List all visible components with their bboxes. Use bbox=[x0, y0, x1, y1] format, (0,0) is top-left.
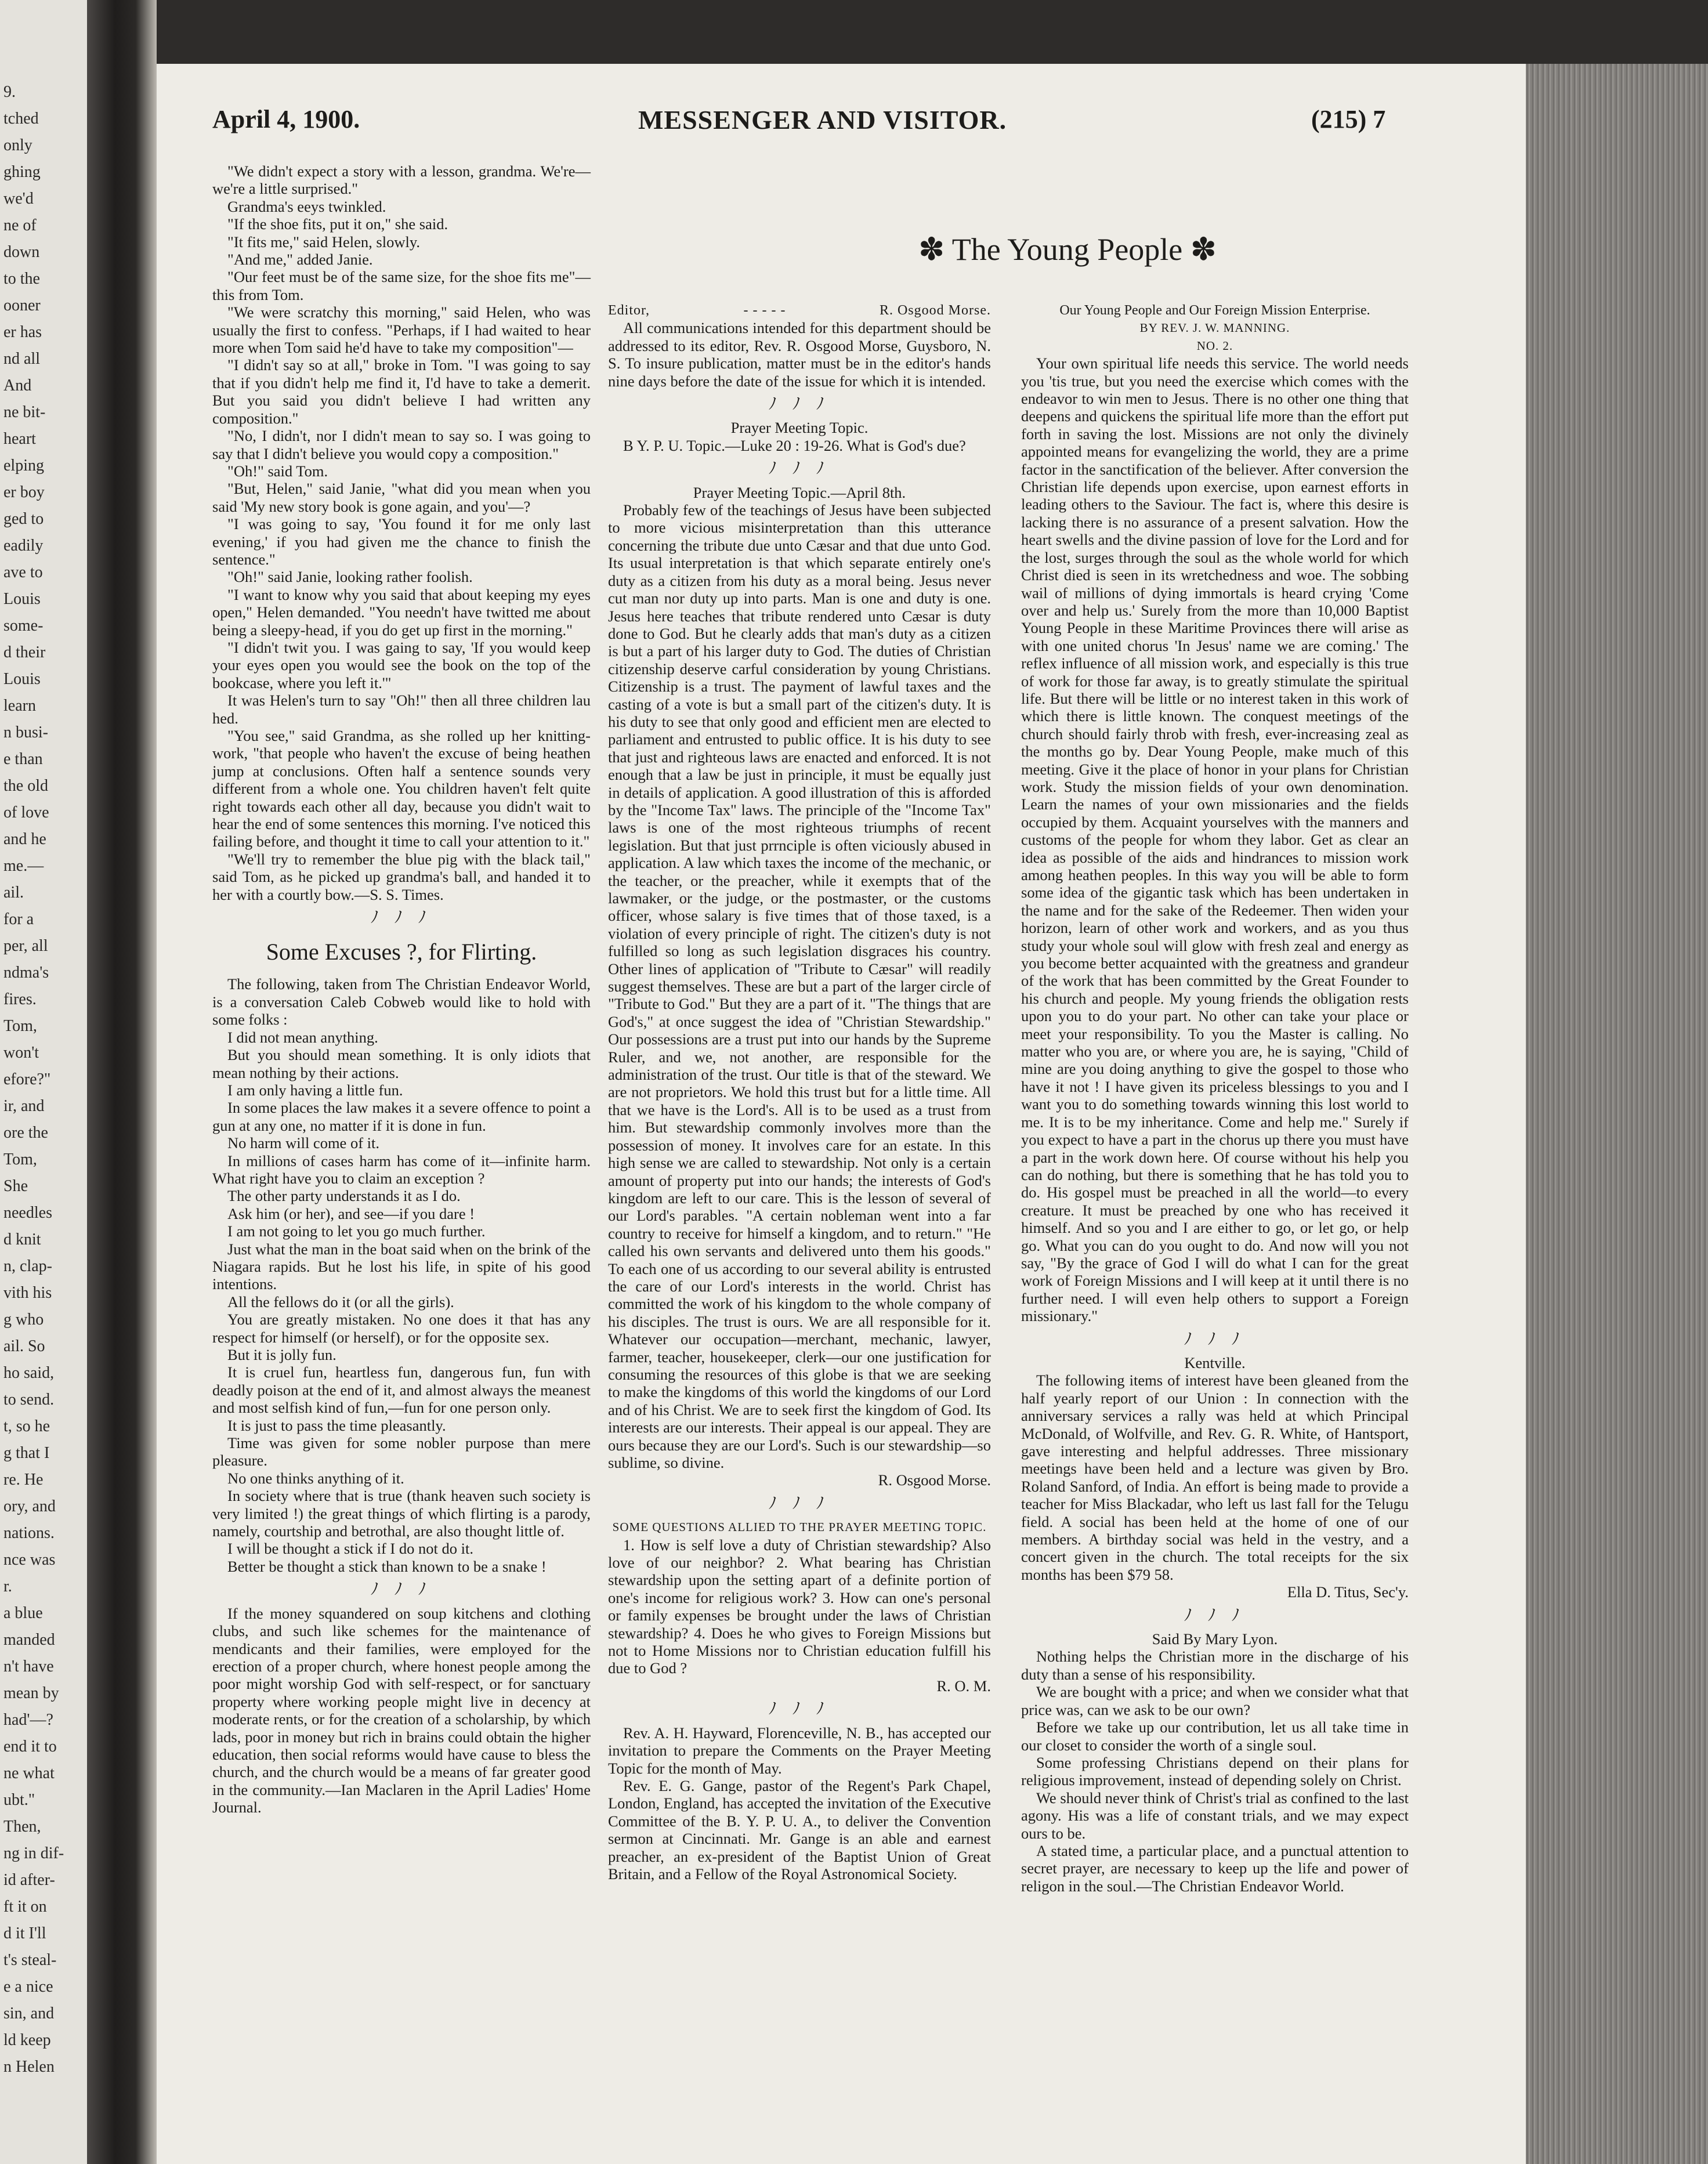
newspaper-page bbox=[157, 64, 1526, 2164]
excuse-paragraph: Just what the man in the boat said when on the brink of the Niagara rapids. But he lost his life, in spite of his good intentions. bbox=[212, 1240, 591, 1293]
left-page-fragment: elping bbox=[3, 457, 44, 475]
left-page-fragment: to send. bbox=[3, 1391, 55, 1409]
left-page-fragment: ho said, bbox=[3, 1364, 55, 1382]
left-page-fragment: fires. bbox=[3, 990, 37, 1008]
left-page-fragment: nations. bbox=[3, 1524, 55, 1542]
excuse-paragraph: But it is jolly fun. bbox=[227, 1346, 336, 1363]
maclaren-paragraph: If the money squandered on soup kitchens and clothing clubs, and such like schemes for the maintenance of mendicants and their families, were employed for the erection of a proper church, where honest people among the poor might worship God with self-respect, or for sanctuary property where working people might live in decency at moderate rents, or for the creation of a scholarship, by which lads, poor in money but rich in brains could obtain the higher education, then social reforms would have cause to bless the church, and the church would be a means of far greater good in the community.—Ian Maclaren in the April Ladies' Home Journal. bbox=[212, 1604, 591, 1816]
left-page-fragment: ubt." bbox=[3, 1791, 35, 1809]
excuse-paragraph: It is cruel fun, heartless fun, dangerous fun, fun with deadly poison at the end of it, and almost always the meanest and most selfish kind of fun,—fun for one person only. bbox=[212, 1363, 591, 1417]
excuse-paragraph: Ask him (or her), and see—if you dare ! bbox=[227, 1204, 475, 1222]
excuse-paragraph: No harm will come of it. bbox=[227, 1134, 379, 1152]
story-paragraph: "Oh!" said Tom. bbox=[227, 462, 328, 480]
section-ornament: ﾉ ﾉ ﾉ bbox=[1184, 1606, 1246, 1624]
story-paragraph: "It fits me," said Helen, slowly. bbox=[227, 233, 420, 251]
editor-label: Editor, bbox=[608, 303, 650, 318]
story-paragraph: Grandma's eeys twinkled. bbox=[227, 197, 386, 215]
left-page-fragment: And bbox=[3, 377, 32, 395]
story-paragraph: "If the shoe fits, put it on," she said. bbox=[227, 215, 448, 233]
excuse-paragraph: In some places the law makes it a severe offence to point a gun at any one, no matter if it is done in fun. bbox=[212, 1099, 591, 1134]
left-page-fragment: ory, and bbox=[3, 1497, 56, 1515]
lyon-saying: We are bought with a price; and when we consider what that price was, can we ask to be our own? bbox=[1021, 1683, 1409, 1718]
lyon-saying: Before we take up our contribution, let us all take time in our closet to consider the worth of a single soul. bbox=[1021, 1718, 1409, 1754]
story-paragraph: "We'll try to remember the blue pig with the black tail," said Tom, as he picked up grandma's ball, and handed it to her with a courtly bow.—S. S. Times. bbox=[212, 850, 591, 903]
mission-article-title: Our Young People and Our Foreign Mission Enterprise. bbox=[1059, 303, 1370, 318]
left-page-fragment: nd all bbox=[3, 350, 40, 368]
left-page-fragment: to the bbox=[3, 270, 40, 288]
excuse-paragraph: The other party understands it as I do. bbox=[227, 1187, 461, 1205]
mary-lyon-sayings bbox=[1021, 1648, 1409, 1895]
left-page-fragment: eadily bbox=[3, 537, 44, 555]
left-page-fragment: r. bbox=[3, 1577, 12, 1595]
left-page-fragment: e a nice bbox=[3, 1978, 53, 1996]
mission-article-body: Your own spiritual life needs this service. The world needs you 'tis true, but you need the exercise which comes with the endeavor to win men to Jesus. There is no other one thing that deepens and quickens the spiritual life more than the effort put forth in saving the lost. Missions are not only the divinely appointed means for evangelizing the world, they are a prime factor in the sanctification of the believer. After conversion the Christian life depends upon exercise, upon earnest efforts in leading others to the Saviour. The fact is, where this desire is lacking there is no assurance of a present salvation. How the heart swells and the divine passion of love for the Lord and for the lost, surges through the soul as the whole world for which Christ died is seen in its wretchedness and woe. The sobbing wail of millions of dying immortals is heard crying 'Come over and help us.' Surely from the more than 10,000 Baptist Young People in these Maritime Provinces there will arise as with one united chorus 'In Jesus' name we are coming.' The reflex influence of all mission work, and especially is this true of work for those far away, is to greatly stimulate the spiritual life. But there will be little or no interest taken in this work of which there is little known. The conquest meetings of the church should fairly throb with fresh, ever-increasing zeal as the months go by. Dear Young People, make much of this meeting. Give it the place of honor in your plans for Christian work. Study the mission fields of your own denomination. Learn the names of your own missionaries and the fields occupied by them. Acquaint yourselves with the manners and customs of the people for whom they labor. Get as clear an idea as possible of the aids and hindrances to mission work among heathen peoples. In this way you will be able to form some idea of the gigantic task which has been undertaken in the name and for the sake of the Redeemer. Then widen your horizon, learn of other work and workers, and as you thus study your whole soul will glow with fresh zeal and energy as you become better acquainted with the greatness and grandeur of the work that has been committed by the Great Founder to his church and people. My young friends the obligation rests upon you to do your part. No other can take your place or meet your responsibility. To you the Master is calling. No matter who you are, or where you are, he is saying, "Child of mine are you doing anything to give the gospel to those who have it not ! I have given its priceless blessings to you and I want you to do something towards winning this lost world to me. It is to be my inheritance. Come and help me." Surely if you expect to have a part in the chorus up there you must have a part in the work down here. Of course without his help you can do nothing, but there is something that he has told you to do. His gospel must be preached in all the world—to every creature. It must be preached by one who has received it himself. And so you and I are either to go, or let go, or help go. What you can do you ought to do. And now will you not say, "By the grace of God I will do what I can for the great work of Foreign Missions and I will keep at it until there is no further need. I will even help others to support a Foreign missionary." bbox=[1021, 354, 1409, 1325]
kentville-signature: Ella D. Titus, Sec'y. bbox=[1287, 1583, 1409, 1601]
left-page-fragment: we'd bbox=[3, 190, 34, 208]
left-page-fragment: ft it on bbox=[3, 1898, 47, 1916]
left-page-fragment: She bbox=[3, 1177, 28, 1195]
section-ornament: ﾉ ﾉ ﾉ bbox=[768, 395, 830, 414]
section-ornament: ﾉ ﾉ ﾉ bbox=[370, 909, 432, 927]
left-page-fragment: re. He bbox=[3, 1471, 44, 1489]
left-page-fragment: me.— bbox=[3, 857, 44, 875]
left-page-fragment: down bbox=[3, 243, 40, 261]
story-paragraph: "I didn't twit you. I was gaing to say, 'If you would keep your eyes open you would see the book on the top of the bookcase, where you left it.'" bbox=[212, 638, 591, 692]
story-paragraph: "No, I didn't, nor I didn't mean to say so. I was going to say that I didn't believe you would copy a composition." bbox=[212, 427, 591, 462]
byline: BY REV. J. W. MANNING. bbox=[1139, 321, 1290, 335]
column-1 bbox=[212, 162, 591, 1816]
left-page-fragment: n busi- bbox=[3, 723, 48, 741]
left-page-fragment: some- bbox=[3, 617, 44, 635]
excuse-paragraph: It is just to pass the time pleasantly. bbox=[227, 1416, 446, 1434]
lyon-saying: Nothing helps the Christian more in the discharge of his duty than a sense of his responsibility. bbox=[1021, 1648, 1409, 1683]
left-page-fragment: ore the bbox=[3, 1124, 48, 1142]
scan-background-top bbox=[157, 0, 1708, 64]
left-page-fragment: n't have bbox=[3, 1658, 54, 1676]
left-page-fragment: ndma's bbox=[3, 964, 49, 982]
left-page-fragment: n, clap- bbox=[3, 1257, 52, 1275]
left-page-fragment: the old bbox=[3, 777, 48, 795]
left-page-fragment: nce was bbox=[3, 1551, 56, 1569]
left-page-fragment: won't bbox=[3, 1044, 39, 1062]
left-page-fragment: d it I'll bbox=[3, 1924, 46, 1942]
excuse-paragraph: Better be thought a stick than known to be a snake ! bbox=[227, 1557, 547, 1575]
excuse-paragraph: In society where that is true (thank heaven such society is very limited !) the great things of which flirting is a parody, namely, courtship and betrothal, are also thought little of. bbox=[212, 1487, 591, 1540]
left-page-fragment: t, so he bbox=[3, 1417, 50, 1435]
left-page-fragment: Louis bbox=[3, 590, 41, 608]
left-page-fragment: ir, and bbox=[3, 1097, 45, 1115]
gange-note: Rev. E. G. Gange, pastor of the Regent's Park Chapel, London, England, has accepted the invitation of the Executive Committee of the B. Y. P. U. A., to deliver the Convention sermon at Cincinnati. Mr. Gange is an able and earnest preacher, an ex-president of the Baptist Union of Great Britain, and a Fellow of the Royal Astronomical Society. bbox=[608, 1776, 991, 1883]
topic-heading: Prayer Meeting Topic. bbox=[730, 419, 869, 437]
story-paragraph: "We didn't expect a story with a lesson, grandma. We're—we're a little surprised." bbox=[212, 162, 591, 198]
section-ornament: ﾉ ﾉ ﾉ bbox=[768, 1494, 830, 1512]
story-paragraph: "Our feet must be of the same size, for the shoe fits me"—this from Tom. bbox=[212, 268, 591, 303]
kentville-heading: Kentville. bbox=[1184, 1354, 1246, 1372]
left-page-fragment: g who bbox=[3, 1311, 44, 1329]
left-page-fragment: Then, bbox=[3, 1818, 41, 1836]
left-page-fragment: mean by bbox=[3, 1684, 59, 1702]
questions-text: 1. How is self love a duty of Christian stewardship? Also love of our neighbor? 2. What bearing has Christian stewardship upon the setting apart of a definite portion of one's income for religious work? 3. How can one's personal or family expenses be brought under the laws of Christian stewardship? 4. Does he who gives to Foreign Missions but not to Home Missions nor to Christian education fulfill his due to God ? bbox=[608, 1536, 991, 1677]
left-page-fragment: ne what bbox=[3, 1764, 55, 1782]
left-page-fragment: heart bbox=[3, 430, 36, 448]
left-page-fragment: tched bbox=[3, 110, 39, 128]
editor-line bbox=[608, 302, 991, 319]
left-page-fragment: id after- bbox=[3, 1871, 55, 1889]
excuse-paragraph: I am not going to let you go much further. bbox=[227, 1222, 486, 1240]
left-page-fragment: t's steal- bbox=[3, 1951, 57, 1969]
left-page-fragment: efore?" bbox=[3, 1070, 51, 1088]
story-paragraph: It was Helen's turn to say "Oh!" then all three children lau hed. bbox=[212, 692, 591, 727]
page-edges bbox=[1526, 64, 1708, 2164]
left-page-fragment: n Helen bbox=[3, 2058, 55, 2076]
editor-notice: All communications intended for this department should be addressed to its editor, Rev. R. Osgood Morse, Guysboro, N. S. To insure publication, matter must be in the editor's hands nine days before the date of the issue for which it is intended. bbox=[608, 319, 991, 390]
issue-date: April 4, 1900. bbox=[212, 105, 360, 133]
left-page-fragment: ail. bbox=[3, 884, 24, 902]
excuse-paragraph: I am only having a little fun. bbox=[227, 1081, 403, 1099]
left-page-fragment: ne of bbox=[3, 216, 37, 234]
section-ornament: ﾉ ﾉ ﾉ bbox=[768, 459, 830, 478]
signature: R. Osgood Morse. bbox=[878, 1471, 991, 1489]
left-page-fragment: 9. bbox=[3, 83, 16, 101]
signature: R. O. M. bbox=[936, 1677, 991, 1695]
editor-dashes: - - - - - bbox=[743, 303, 786, 318]
stewardship-article: Probably few of the teachings of Jesus have been subjected to more vicious misinterpretation than this utterance concerning the tribute due unto Cæsar and that due unto God. Its usual interpretation is that which separate entirely one's duty as a citizen from his duty as a moral being. Jesus never cut man nor duty up into parts. Man is one and duty is one. Jesus here teaches that tribute rendered unto Cæsar is duty done to God. But he clearly adds that man's duty as a citizen is but a part of his larger duty to God. The duties of Christian citizenship deserve carful consideration by young Christians. Citizenship is a trust. The payment of lawful taxes and the casting of a vote is but a small part of the citizen's duty. It is his duty to see that only good and efficient men are elected to parliament and entrusted to public office. It is his duty to see that just and righteous laws are enacted and enforced. It is not enough that a law be just in principle, it must be equally just in details of application. A good illustration of this is afforded by the "Income Tax" laws. The principle of the "Income Tax" laws is one of the most righteous triumphs of recent legislation. But that just prrnciple is often viciously abused in application. A law which taxes the income of the mechanic, or the teacher, or the preacher, while it exempts that of the lawmaker, or the judge, or the postmaster, or the customs officer, whose salary is five times that of those taxed, is a violation of every principle of right. The citizen's duty is not fulfilled so long as such legislation disgraces his country. Other lines of application of "Tribute to Cæsar" will readily suggest themselves. These are but a part of the larger circle of "Tribute to God." But they are a part of it. "The things that are God's," at once suggest the idea of "Christian Stewardship." Our possessions are a trust put into our hands by the Supreme Ruler, and we, not another, are responsible for the administration of the trust. Our title is that of the steward. We are not proprietors. We hold this trust but for a little time. All that we have is the Lord's. All is to be used as a trust from him. But stewardship commonly involves more than the possession of money. It involves care for an estate. In this high sense we are called to stewardship. Not only is a certain amount of property put into our hands; the interests of God's kingdom are left to our care. This is the lesson of several of our Lord's parables. "A certain nobleman went into a far country to receive for himself a kingdom, and to return." "He called his own servants and delivered unto them his goods." To each one of us according to our several ability is entrusted the care of our Lord's interests in the world. Christ has committed the work of his kingdom to the whole company of his disciples. The trust is ours. We are all responsible for it. Whatever our occupation—merchant, mechanic, lawyer, farmer, teacher, housekeeper, clerk—our one justification for consuming the resources of this globe is that we are seeking to make the kingdoms of this world the kingdoms of our Lord and of his Christ. We are to seek first the kingdom of God. Its interests are our interests. Their appeal is our appeal. They are ours because they are our Lord's. Such is our stewardship—so sublime, so divine. bbox=[608, 501, 991, 1471]
left-page-fragment: sin, and bbox=[3, 2004, 55, 2022]
left-page-fragment: per, all bbox=[3, 937, 48, 955]
left-page-fragment: learn bbox=[3, 697, 36, 715]
story-paragraph: "You see," said Grandma, as she rolled up her knitting-work, "that people who haven't the excuse of being heathen jump at conclusions. Often half a sentence sounds very different from a whole one. You children haven't felt quite right towards each other all day, because you didn't wait to hear the end of some sentences this morning. I've noticed this failing before, and thought it time to call your attention to it." bbox=[212, 727, 591, 851]
excuse-paragraph: All the fellows do it (or all the girls). bbox=[227, 1293, 454, 1311]
left-page-fragment: ave to bbox=[3, 563, 43, 581]
article-number: NO. 2. bbox=[1196, 338, 1233, 353]
excuse-paragraph: In millions of cases harm has come of it—infinite harm. What right have you to claim an exception ? bbox=[212, 1152, 591, 1187]
story-ending bbox=[212, 162, 591, 903]
left-page-fragment: manded bbox=[3, 1631, 55, 1649]
excuses-article bbox=[212, 975, 591, 1575]
topic-line: B Y. P. U. Topic.—Luke 20 : 19-26. What is God's due? bbox=[623, 436, 966, 454]
story-paragraph: "I want to know why you said that about keeping my eyes open," Helen demanded. "You needn't have twitted me about being a sleepy-head, if you do get up first in the morning." bbox=[212, 585, 591, 639]
lyon-saying: A stated time, a particular place, and a punctual attention to secret prayer, are necessary to keep up the life and power of religon in the soul.—The Christian Endeavor World. bbox=[1021, 1841, 1409, 1895]
left-page-fragment: er has bbox=[3, 323, 42, 341]
questions-heading: SOME QUESTIONS ALLIED TO THE PRAYER MEETING TOPIC. bbox=[612, 1520, 987, 1535]
lyon-saying: Some professing Christians depend on their plans for religious improvement, instead of depending solely on Christ. bbox=[1021, 1753, 1409, 1789]
story-paragraph: "And me," added Janie. bbox=[227, 251, 373, 269]
left-page-fragment: ghing bbox=[3, 163, 41, 181]
section-ornament: ﾉ ﾉ ﾉ bbox=[1184, 1330, 1246, 1348]
book-gutter bbox=[87, 0, 157, 2164]
editor-name: R. Osgood Morse. bbox=[879, 303, 991, 318]
left-page-fragment: of love bbox=[3, 804, 49, 822]
kentville-report: The following items of interest have been gleaned from the half yearly report of our Union : In connection with the anniversary services a rally was held at which Principal McDonald, of Wolfville, and Rev. G. R. White, of Hantsport, gave interesting and helpful addresses. Three missionary meetings have been held and a lecture was given by Bro. Roland Sanford, of India. An effort is being made to provide a teacher for Miss Blackadar, who left us last fall for the Telugu field. A social has been held at the home of one of our members. A birthday social was held in the vestry, and a concert given in the church. The total receipts for the six months has been $79 58. bbox=[1021, 1372, 1409, 1583]
left-page-fragment: d knit bbox=[3, 1231, 41, 1249]
left-page-fragment: ooner bbox=[3, 296, 41, 314]
left-page-fragment: Louis bbox=[3, 670, 41, 688]
left-page-fragment: needles bbox=[3, 1204, 52, 1222]
left-page-fragment: a blue bbox=[3, 1604, 43, 1622]
left-page-fragment: d their bbox=[3, 643, 46, 661]
left-page-fragment: Tom, bbox=[3, 1150, 37, 1168]
left-page-fragment: ged to bbox=[3, 510, 44, 528]
excuse-paragraph: I did not mean anything. bbox=[227, 1028, 378, 1046]
story-paragraph: "But, Helen," said Janie, "what did you mean when you said 'My new story book is gone again, and you'—? bbox=[212, 480, 591, 515]
article-title-excuses: Some Excuses ?, for Flirting. bbox=[266, 939, 537, 965]
young-people-heading: ✽ The Young People ✽ bbox=[918, 232, 1217, 267]
excuse-paragraph: But you should mean something. It is only idiots that mean nothing by their actions. bbox=[212, 1046, 591, 1081]
excuse-paragraph: You are greatly mistaken. No one does it that has any respect for himself (or herself), or for the opposite sex. bbox=[212, 1311, 591, 1346]
story-paragraph: "I was going to say, 'You found it for me only last evening,' if you had given me the chance to finish the sentence." bbox=[212, 515, 591, 568]
excuse-paragraph: The following, taken from The Christian Endeavor World, is a conversation Caleb Cobweb would like to hold with some folks : bbox=[212, 975, 591, 1029]
left-page-fragment: e than bbox=[3, 750, 43, 768]
mary-lyon-heading: Said By Mary Lyon. bbox=[1152, 1630, 1278, 1648]
left-page-fragment: ng in dif- bbox=[3, 1844, 64, 1862]
hayward-note: Rev. A. H. Hayward, Florenceville, N. B., has accepted our invitation to prepare the Comments on the Prayer Meeting Topic for the month of May. bbox=[608, 1724, 991, 1777]
left-page-fragment: end it to bbox=[3, 1738, 57, 1756]
column-3 bbox=[1021, 302, 1409, 1895]
story-paragraph: "We were scratchy this morning," said Helen, who was usually the first to confess. "Perhaps, if I had waited to hear more when Tom said he'd have to take my composition"— bbox=[212, 303, 591, 357]
left-page-fragment: had'—? bbox=[3, 1711, 53, 1729]
excuse-paragraph: Time was given for some nobler purpose than mere pleasure. bbox=[212, 1434, 591, 1470]
left-page-fragment: ne bit- bbox=[3, 403, 46, 421]
left-page-fragment: ld keep bbox=[3, 2031, 51, 2049]
left-page-fragment: Tom, bbox=[3, 1017, 37, 1035]
left-page-fragment: vith his bbox=[3, 1284, 52, 1302]
column-2 bbox=[608, 302, 991, 1883]
excuse-paragraph: I will be thought a stick if I do not do it. bbox=[227, 1540, 473, 1558]
section-ornament: ﾉ ﾉ ﾉ bbox=[370, 1580, 432, 1599]
left-page-fragment: ail. So bbox=[3, 1337, 45, 1355]
adjacent-page-fragment bbox=[0, 0, 87, 2164]
left-page-fragment: for a bbox=[3, 910, 34, 928]
story-paragraph: "Oh!" said Janie, looking rather foolish. bbox=[227, 568, 473, 586]
left-page-fragment: and he bbox=[3, 830, 46, 848]
section-ornament: ﾉ ﾉ ﾉ bbox=[768, 1700, 830, 1718]
excuse-paragraph: No one thinks anything of it. bbox=[227, 1469, 404, 1487]
story-paragraph: "I didn't say so at all," broke in Tom. "I was going to say that if you didn't help me find it, I'd have to take a demerit. But you said you didn't believe I had written any composition." bbox=[212, 356, 591, 427]
left-page-fragment: er boy bbox=[3, 483, 45, 501]
masthead: MESSENGER AND VISITOR. bbox=[638, 105, 1007, 135]
lyon-saying: We should never think of Christ's trial as confined to the last agony. His was a life of constant trials, and we may expect ours to be. bbox=[1021, 1789, 1409, 1842]
left-page-fragment: g that I bbox=[3, 1444, 50, 1462]
left-page-fragment: only bbox=[3, 136, 32, 154]
page-number: (215) 7 bbox=[1311, 105, 1386, 133]
topic-heading-april: Prayer Meeting Topic.—April 8th. bbox=[693, 483, 906, 501]
